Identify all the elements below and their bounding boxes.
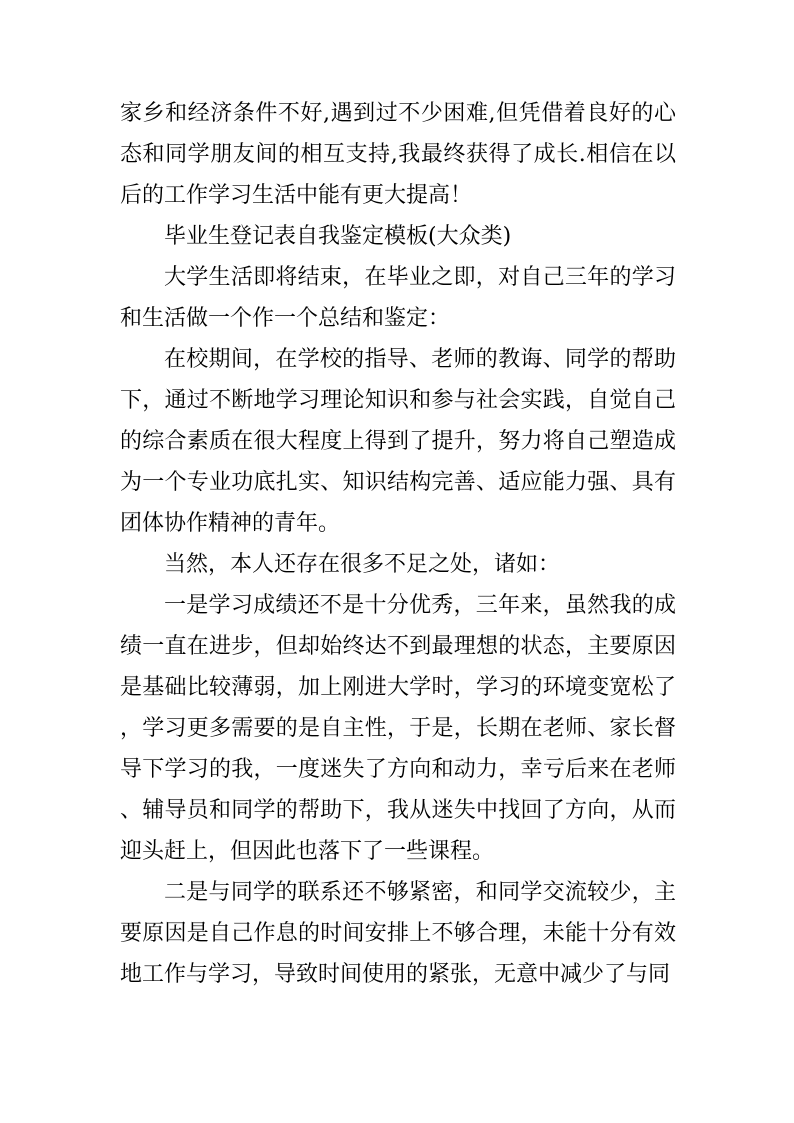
paragraph-5: 当然，本人还存在很多不足之处，诸如： — [164, 552, 561, 577]
paragraph-6: 一是学习成绩还不是十分优秀，三年来，虽然我的成绩一直在进步，但却始终达不到最理想的状态，主要原因是基础比较薄弱，加上刚进大学时，学习的环境变宽松了，学习更多需要的是自主性，于是，长期在老师、家长督导下学习的我，一度迷失了方向和动力，幸亏后来在老师、辅导员和同学的帮助下，我从迷失中找回了方向，从而迎头赶上，但因此也落下了一些课程。 — [120, 593, 676, 864]
document-body — [120, 93, 676, 995]
paragraph-7: 二是与同学的联系还不够紧密，和同学交流较少，主要原因是自己作息的时间安排上不够合理，未能十分有效地工作与学习，导致时间使用的紧张，无意中减少了与同 — [120, 880, 676, 987]
paragraph-1: 家乡和经济条件不好,遇到过不少困难,但凭借着良好的心态和同学朋友间的相互支持,我最终获得了成长.相信在以后的工作学习生活中能有更大提高！ — [120, 101, 676, 208]
section-heading: 毕业生登记表自我鉴定模板(大众类) — [164, 224, 512, 249]
paragraph-4: 在校期间，在学校的指导、老师的教诲、同学的帮助下，通过不断地学习理论知识和参与社会实践，自觉自己的综合素质在很大程度上得到了提升，努力将自己塑造成为一个专业功底扎实、知识结构完善、适应能力强、具有团体协作精神的青年。 — [120, 347, 676, 536]
paragraph-3: 大学生活即将结束，在毕业之即，对自己三年的学习和生活做一个作一个总结和鉴定： — [120, 265, 676, 331]
